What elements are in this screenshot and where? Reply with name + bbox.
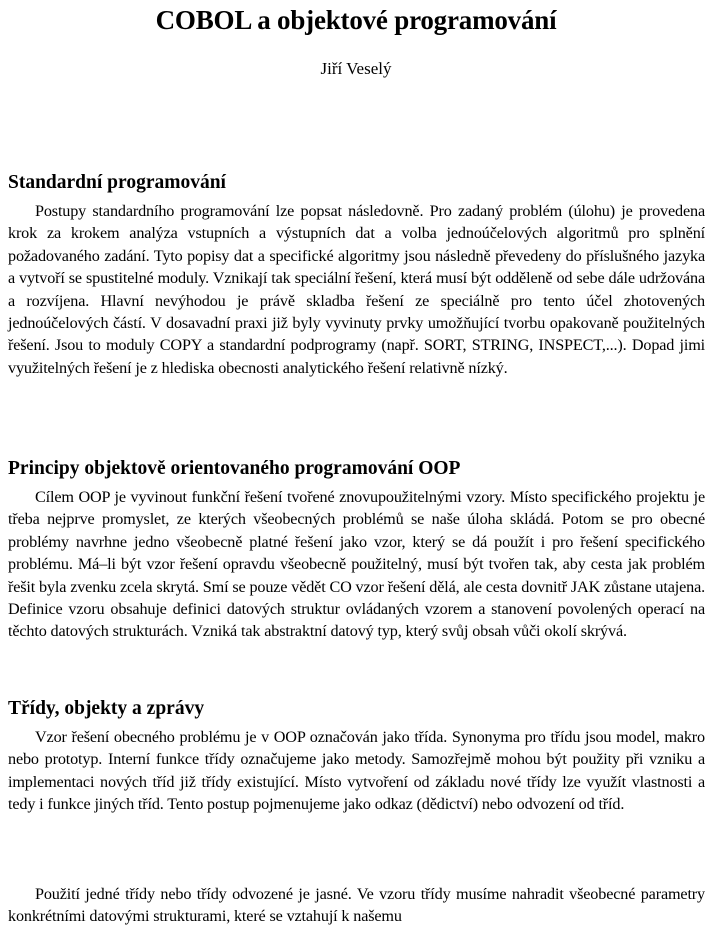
section-continuation	[8, 883, 705, 928]
section-oop-principles	[8, 457, 705, 643]
section-standard-programming	[8, 171, 705, 379]
section-paragraph: Cílem OOP je vyvinout funkční řešení tvořené znovupoužitelnými vzory. Místo specifického projektu je třeba nejprve promyslet, ze kterých všeobecných problémů se naše úloha skládá. Potom se pro obecné problémy navrhne jedno všeobecně platné řešení jako vzor, který se dá použít i pro řešení specifického problému. Má–li být vzor řešení opravdu všeobecně použitelný, musí být tvořen tak, aby cesta jak problém řešit byla zvenku zcela skrytá. Smí se pouze vědět CO vzor řešení dělá, ale cesta dovnitř JAK zůstane utajena. Definice vzoru obsahuje definici datových struktur ovládaných vzorem a stanovení povolených operací na těchto datových strukturách. Vzniká tak abstraktní datový typ, který svůj obsah vůči okolí skrývá.	[8, 488, 705, 641]
section-paragraph: Vzor řešení obecného problému je v OOP označován jako třída. Synonyma pro třídu jsou model, makro nebo prototyp. Interní funkce třídy označujeme jako metody. Samozřejmě mohou být použity při vzniku a implementaci nových tříd již třídy existující. Místo vytvoření od základu nové třídy lze využít vlastnosti a tedy i funkce jiných tříd. Tento postup pojmenujeme jako odkaz (dědictví) nebo odvození od tříd.	[8, 728, 705, 814]
section-heading: Třídy, objekty a zprávy	[8, 698, 205, 719]
document-title: COBOL a objektové programování	[155, 5, 557, 35]
section-heading: Principy objektově orientovaného programování OOP	[8, 458, 461, 479]
section-heading: Standardní programování	[8, 172, 226, 193]
section-paragraph: Postupy standardního programování lze popsat následovně. Pro zadaný problém (úlohu) je provedena krok za krokem analýza vstupních a výstupních dat a volba jednoúčelových algoritmů pro splnění požadovaného zadání. Tyto popisy dat a specifické algoritmy jsou následně převedeny do příslušného jazyka a vytvoří se spustitelné moduly. Vznikají tak speciální řešení, která musí být odděleně od sebe dále udržována a rozvíjena. Hlavní nevýhodou je právě skladba řešení ze speciálně pro tento účel zhotovených jednoúčelových částí. V dosavadní praxi již byly vyvinuty prvky umožňující tvorbu opakovaně použitelných řešení. Jsou to moduly COPY a standardní podprogramy (např. SORT, STRING, INSPECT,...). Dopad jimi využitelných řešení je z hlediska obecnosti analytického řešení relativně nízký.	[8, 202, 705, 377]
section-paragraph: Použití jedné třídy nebo třídy odvozené je jasné. Ve vzoru třídy musíme nahradit všeobecné parametry konkrétními datovými strukturami, které se vztahují k našemu	[8, 885, 705, 926]
section-classes-objects-messages	[8, 697, 705, 816]
document-author: Jiří Veselý	[320, 59, 392, 78]
